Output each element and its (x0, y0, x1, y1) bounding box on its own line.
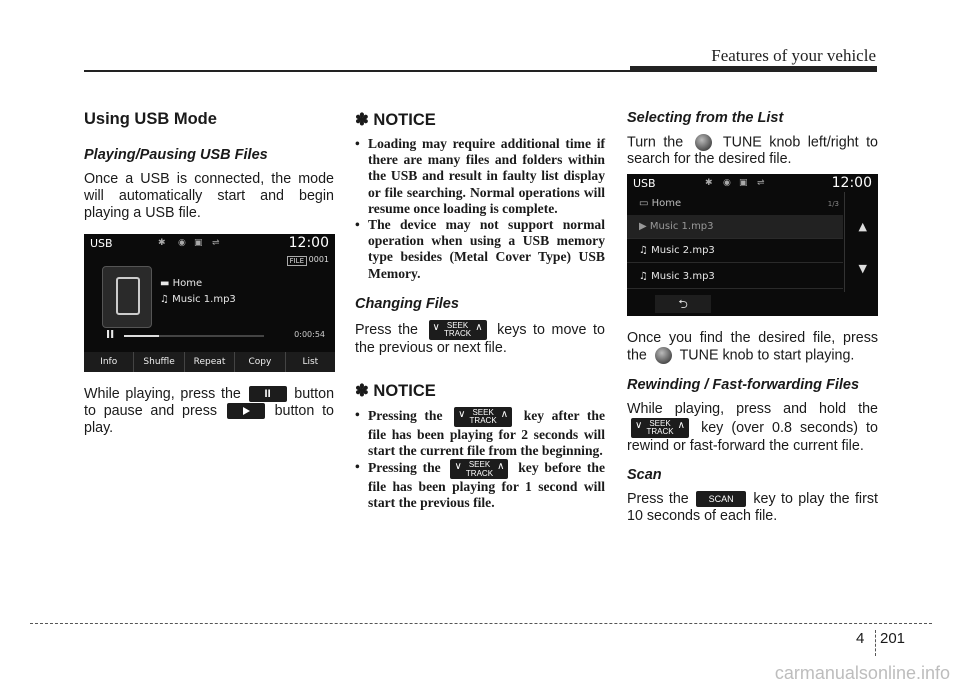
selecting-text-b: TUNE knob left/right to search for the desired file. (627, 134, 878, 168)
seek-line1: SEEK (472, 407, 494, 417)
notice-title-1: ✽ NOTICE (355, 111, 436, 129)
paragraph-pause-play (84, 386, 334, 437)
lock-icon: ▣ (739, 178, 748, 189)
pause-text-b: button to pause and press (84, 386, 335, 419)
progress-fill (124, 335, 159, 337)
footer-rule (30, 623, 932, 624)
column-1 (84, 110, 334, 449)
screen-clock: 12:00 (831, 175, 872, 192)
selecting-text-a: Turn the (627, 134, 684, 151)
seek-line2: TRACK (443, 329, 472, 339)
subsection-title-scan: Scan (627, 466, 662, 483)
page-divider (875, 630, 876, 656)
file-tag: FILE (287, 256, 307, 266)
screen-pause-icon[interactable]: II (106, 328, 115, 341)
repeat-button[interactable]: Repeat (185, 352, 235, 372)
changing-text-a: Press the (355, 321, 418, 338)
screen-bottom-bar (84, 352, 335, 372)
scan-text-a: Press the (627, 490, 689, 507)
rewind-text-b: key (over 0.8 seconds) to rewind or fast-forward the current file. (627, 419, 878, 454)
subsection-title-changing: Changing Files (355, 295, 459, 312)
start-text-b: TUNE knob to start playing. (679, 347, 855, 364)
seek-left-chevron: ∨ (458, 408, 466, 420)
notice-title-2: ✽ NOTICE (355, 381, 436, 400)
seek-right-chevron: ∧ (497, 461, 505, 473)
notice-list-2 (355, 407, 605, 512)
list-count: 1/3 (827, 200, 839, 209)
copy-button[interactable]: Copy (235, 352, 285, 372)
subsection-title-rewinding: Rewinding / Fast-forwarding Files (627, 376, 860, 393)
column-3 (627, 110, 878, 537)
page-number: 201 (880, 630, 906, 647)
section-title: Using USB Mode (84, 110, 217, 128)
music-note-icon: ♫ (639, 245, 648, 257)
seek-line1: SEEK (446, 320, 469, 330)
seek-line1: SEEK (649, 418, 671, 428)
usb-play-screen (84, 234, 335, 372)
seek-line2: TRACK (465, 468, 494, 478)
subsection-title-selecting: Selecting from the List (627, 110, 784, 126)
current-track-label: Music 1.mp3 (172, 294, 236, 305)
list-folder-home-label: Home (651, 198, 682, 210)
scan-button-icon: SCAN (696, 491, 746, 507)
scroll-panel (844, 192, 878, 292)
folder-home-label: Home (172, 278, 203, 289)
list-item[interactable] (627, 239, 843, 263)
notice-item (355, 407, 605, 459)
list-item-label: Music 2.mp3 (651, 245, 715, 257)
notice-item: • The device may not support normal operation when using a USB memory type besides (Metal Cover Type) USB Memory. (355, 217, 605, 282)
header-title: Features of your vehicle (711, 46, 876, 65)
notice-list-1 (355, 136, 605, 282)
seek-track-button-icon (454, 407, 512, 427)
header-rule-accent (630, 66, 877, 72)
pause-button-icon: II (249, 386, 287, 402)
start-text-a: Once you find the desired file, press the (627, 330, 878, 364)
rewind-text-a: While playing, press and hold the (627, 400, 878, 417)
paragraph-rewinding (627, 401, 878, 455)
scroll-up-icon[interactable]: ▲ (858, 220, 867, 234)
folder-home (160, 278, 202, 289)
lock-icon: ▣ (194, 238, 203, 248)
list-item[interactable] (627, 265, 843, 289)
screen-clock: 12:00 (288, 235, 329, 251)
usb-status-icon: ⇌ (757, 178, 765, 189)
screen-mode-label: USB (633, 177, 656, 191)
notice-2-1-text-b: key after the file has been playing for 2 seconds will start the current file from the beginning. (368, 407, 606, 459)
usb-status-icon: ⇌ (212, 238, 220, 248)
column-2 (355, 110, 605, 512)
notice-item: • Loading may require additional time if there are many files and folders within the USB and result in faulty list display or file searching. Normal operations will resume once loading is complete. (355, 136, 605, 217)
paragraph-scan (627, 491, 878, 525)
list-item[interactable] (627, 215, 843, 239)
subsection-title-playing: Playing/Pausing USB Files (84, 147, 268, 163)
progress-bar (124, 335, 264, 337)
scroll-down-icon[interactable]: ▼ (858, 262, 867, 276)
seek-track-button-icon (429, 320, 487, 340)
list-button[interactable]: List (302, 357, 319, 367)
music-note-icon: ♫ (639, 271, 648, 283)
music-note-icon: ♫ (160, 294, 169, 305)
folder-icon: ▬ (160, 278, 170, 289)
bluetooth-icon: ✱ (158, 238, 166, 248)
folder-icon: ▭ (639, 198, 649, 210)
file-number: 0001 (308, 255, 329, 264)
bluetooth-icon: ✱ (705, 178, 713, 189)
seek-track-button-icon (450, 459, 508, 479)
play-button-icon (227, 403, 265, 419)
shuffle-button[interactable]: Shuffle (134, 352, 184, 372)
notice-2-2-text-a: Pressing the (368, 460, 441, 476)
list-item-label: Music 3.mp3 (651, 271, 715, 283)
changing-text-b: keys to move to the previous or next file. (355, 321, 605, 356)
notice-2-2-text-b: key before the file has been playing for 1 second will start the previous file. (368, 460, 606, 511)
usb-list-screen (627, 174, 878, 316)
list-folder-home[interactable] (627, 192, 843, 216)
scan-text-b: key to play the first 10 seconds of each file. (627, 490, 878, 524)
seek-left-chevron: ∨ (635, 419, 643, 431)
notice-2-1-text-a: Pressing the (368, 407, 443, 423)
paragraph-changing-files (355, 320, 605, 357)
seek-left-chevron: ∨ (432, 321, 440, 333)
seek-left-chevron: ∨ (454, 461, 462, 473)
pause-text-a: While playing, press the (84, 386, 241, 402)
tune-knob-icon (655, 347, 672, 364)
screen-mode-label: USB (90, 237, 113, 250)
seek-right-chevron: ∧ (677, 419, 685, 431)
seek-line2: TRACK (646, 427, 674, 437)
seek-line2: TRACK (469, 416, 497, 426)
seek-line1: SEEK (468, 460, 491, 470)
back-button[interactable]: ⮌ (655, 295, 711, 313)
usb-device-icon (102, 266, 152, 328)
chapter-number: 4 (856, 630, 865, 647)
info-button[interactable]: Info (84, 352, 134, 372)
pause-text-c: button to play. (84, 403, 335, 436)
seek-track-button-icon (631, 418, 689, 438)
tune-knob-icon (695, 134, 712, 151)
list-item-label: Music 1.mp3 (649, 221, 714, 233)
notice-item (355, 459, 605, 511)
paragraph-start-playing (627, 330, 878, 364)
seek-right-chevron: ∧ (475, 321, 483, 333)
current-track (160, 294, 236, 305)
seek-right-chevron: ∧ (500, 408, 509, 420)
gps-icon: ◉ (178, 238, 186, 248)
paragraph-selecting (627, 134, 878, 168)
watermark: carmanualsonline.info (774, 663, 950, 683)
gps-icon: ◉ (723, 178, 731, 189)
play-icon: ▶ (639, 221, 647, 233)
paragraph-usb-connect: Once a USB is connected, the mode will automatically start and begin playing a USB file. (84, 171, 334, 221)
elapsed-time: 0:00:54 (294, 330, 325, 339)
